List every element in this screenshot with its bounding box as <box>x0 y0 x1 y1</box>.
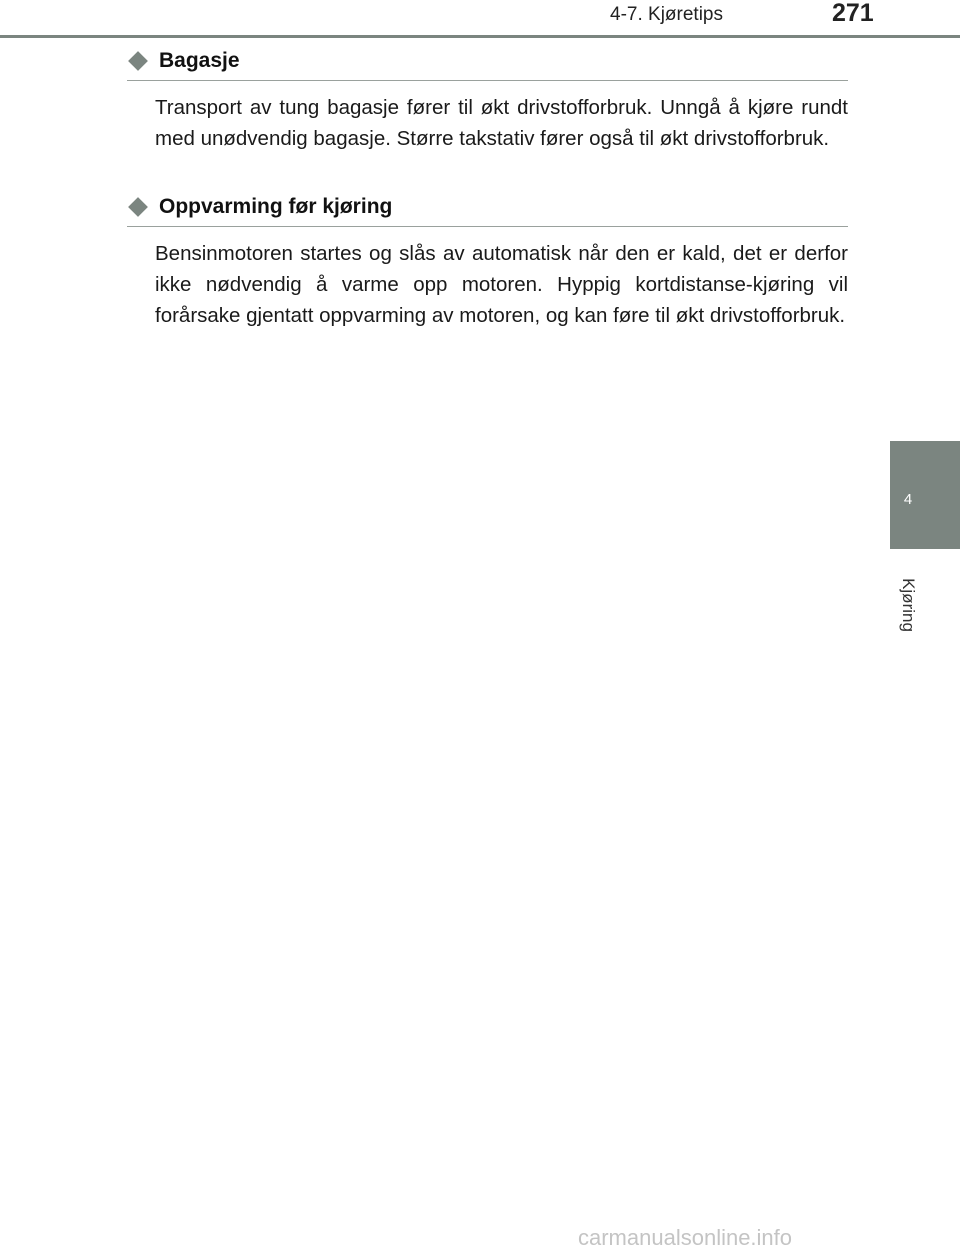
running-header-section: 4-7. Kjøretips <box>610 4 723 25</box>
section-oppvarming <box>127 192 848 331</box>
chapter-title: Kjøring <box>899 578 918 632</box>
diamond-bullet-icon <box>128 197 148 217</box>
section-body: Transport av tung bagasje fører til økt drivstofforbruk. Unngå å kjøre rundt med unødvendig bagasje. Større takstativ fører også til økt drivstofforbruk. <box>155 96 848 150</box>
section-bagasje <box>127 46 848 154</box>
page-number: 271 <box>832 0 874 27</box>
section-heading-text: Oppvarming før kjøring <box>159 195 393 218</box>
diamond-bullet-icon <box>128 51 148 71</box>
watermark-text[interactable]: carmanualsonline.info <box>578 1225 793 1250</box>
section-heading <box>127 46 848 76</box>
header-divider <box>0 35 960 38</box>
heading-divider <box>127 226 848 227</box>
heading-divider <box>127 80 848 81</box>
chapter-number: 4 <box>903 491 913 508</box>
section-body: Bensinmotoren startes og slås av automatisk når den er kald, det er derfor ikke nødvendig å varme opp motoren. Hyppig kortdistanse-kjøring vil forårsake gjentatt oppvarming av motoren, og kan føre til økt drivstofforbruk. <box>155 242 848 327</box>
section-heading <box>127 192 848 222</box>
section-heading-text: Bagasje <box>159 49 240 72</box>
